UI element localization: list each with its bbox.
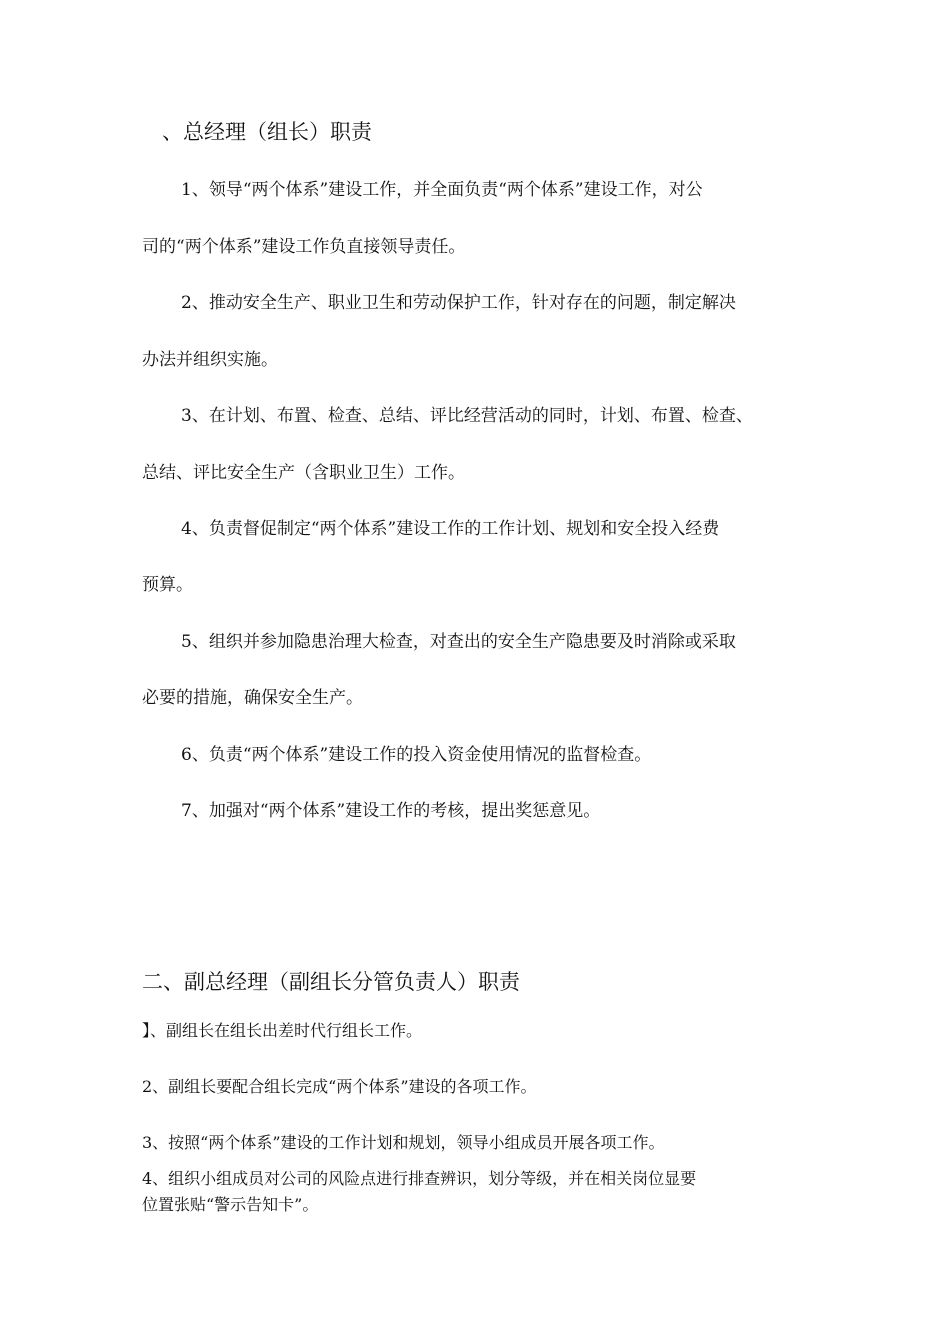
section1-item1-line1: 1、领导“两个体系”建设工作，并全面负责“两个体系”建设工作，对公 [181,180,703,200]
section1-item4-line1: 4、负责督促制定“两个体系”建设工作的工作计划、规划和安全投入经费 [181,519,720,539]
section1-item5-line1: 5、组织并参加隐患治理大检查，对查出的安全生产隐患要及时消除或采取 [181,632,736,652]
section2-item3-line1: 3、按照“两个体系”建设的工作计划和规划，领导小组成员开展各项工作。 [142,1133,665,1152]
section1-item4-line2: 预算。 [142,575,193,595]
section1-item3-line2: 总结、评比安全生产（含职业卫生）工作。 [142,463,465,483]
section1-item7-line1: 7、加强对“两个体系”建设工作的考核，提出奖惩意见。 [181,801,601,821]
section1-item5-line2: 必要的措施，确保安全生产。 [142,688,363,708]
section2-item2-line1: 2、副组长要配合组长完成“两个体系”建设的各项工作。 [142,1077,537,1096]
section1-heading: 、总经理（组长）职责 [162,120,372,144]
section2-item4-line2: 位置张贴“警示告知卡”。 [142,1195,319,1214]
section2-item4-line1: 4、组织小组成员对公司的风险点进行排查辨识，划分等级，并在相关岗位显要 [142,1169,697,1188]
section2-heading: 二、副总经理（副组长分管负责人）职责 [142,970,520,994]
section2-item1-line1: 】、副组长在组长出差时代行组长工作。 [142,1021,423,1040]
section1-item1-line2: 司的“两个体系”建设工作负直接领导责任。 [142,237,466,257]
section1-item6-line1: 6、负责“两个体系”建设工作的投入资金使用情况的监督检查。 [181,745,652,765]
section1-item3-line1: 3、在计划、布置、检查、总结、评比经营活动的同时，计划、布置、检查、 [181,406,753,426]
section1-item2-line1: 2、推动安全生产、职业卫生和劳动保护工作，针对存在的问题，制定解决 [181,293,736,313]
section1-item2-line2: 办法并组织实施。 [142,350,278,370]
